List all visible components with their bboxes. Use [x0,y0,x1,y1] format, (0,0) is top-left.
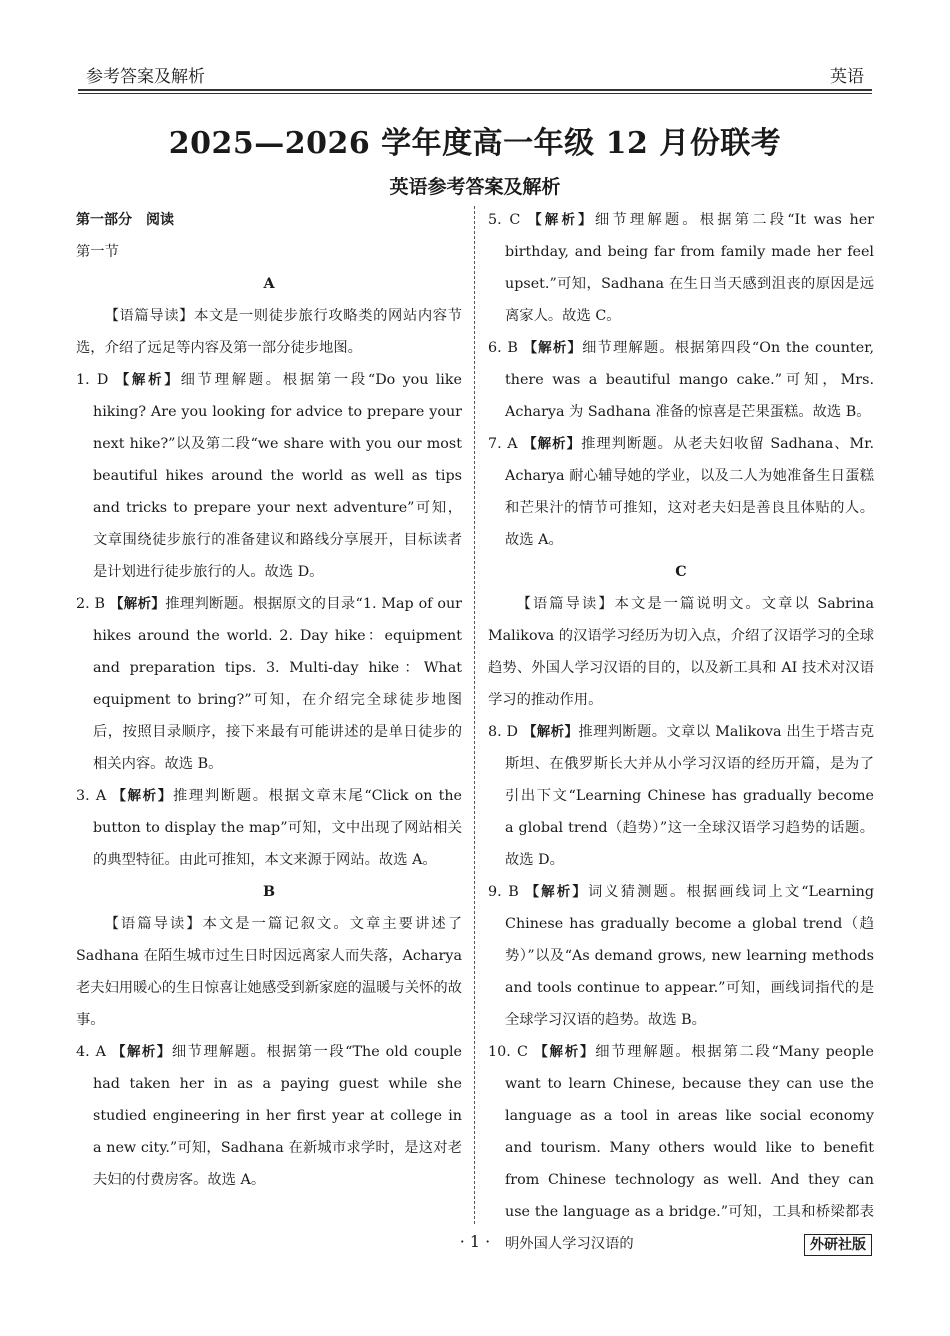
answer-item [488,204,874,332]
answer-number: 2. B [76,596,106,612]
page-number: · 1 · [459,1232,491,1251]
analysis-tag: 【解析】 [523,340,583,356]
answer-number: 10. C [488,1044,528,1060]
intro-tag: 【语篇导读】 [104,308,195,324]
intro-text: 本文是一篇说明文。文章以 Sabrina Malikova 的汉语学习经历为切入点，介绍了汉语学习的全球趋势、外国人学习汉语的目的，以及新工具和 AI 技术对汉语学习的推动作用。 [488,596,875,708]
publisher-badge: 外研社版 [804,1234,872,1256]
answer-item [76,1036,462,1196]
answer-number: 7. A [488,436,518,452]
passage-c-heading: C [675,564,687,580]
answer-number: 4. A [76,1044,106,1060]
answer-text: 细节理解题。根据第二段“Many people want to learn Chinese, because they can use the language as a tool in areas like social economy and tourism. Many others would like to benefit from Chinese technology as well. And they can use the language as a bridge.”可知，工具和桥梁都表明外国人学习汉语的 [505,1044,874,1252]
answer-text: 细节理解题。根据第四段“On the counter, there was a beautiful mango cake.”可知，Mrs. Acharya 为 Sadhana 准备的惊喜是芒果蛋糕。故选 B。 [505,340,874,420]
answer-text: 细节理解题。根据第一段“The old couple had taken her in as a paying guest while she studied engineering in her first year at college in a new city.”可知，Sadhana 在新城市求学时，是这对老夫妇的付费房客。故选 A。 [93,1044,463,1188]
analysis-tag: 【解析】 [522,724,579,740]
section-heading: 第一节 [76,244,119,260]
answer-text: 细节理解题。根据第二段“It was her birthday, and being far from family made her feel upset.”可知，Sadhana 在生日当天感到沮丧的原因是远离家人。故选 C。 [505,212,875,324]
passage-b-heading: B [262,884,276,900]
answer-item [488,428,874,556]
analysis-tag: 【解析】 [528,212,595,228]
header-rule-thin [78,93,872,94]
analysis-tag: 【解析】 [112,1044,172,1060]
answer-number: 9. B [488,884,519,900]
header-left: 参考答案及解析 [86,67,205,87]
answer-number: 3. A [76,788,107,804]
answer-item [76,364,462,588]
answer-text: 推理判断题。根据原文的目录“1. Map of our hikes around the world. 2. Day hike：equipment and preparation tips. 3. Multi-day hike：What equipment to bring?”可知，在介绍完全球徒步地图后，按照目录顺序，接下来最有可能讲述的是单日徒步的相关内容。故选 B。 [93,596,462,772]
header-rule [78,89,872,91]
right-column [488,204,874,1260]
passage-c-intro [488,588,874,716]
intro-tag: 【语篇导读】 [516,596,615,612]
answer-text: 细节理解题。根据第一段“Do you like hiking? Are you looking for advice to prepare your next hike?”以及第二段“we share with you our most beautiful hikes around the world as well as tips and tricks to prepare your next adventure”可知，文章围绕徒步旅行的准备建议和路线分享展开，目标读者是计划进行徒步旅行的人。故选 D。 [93,372,463,580]
analysis-tag: 【解析】 [109,596,166,612]
answer-item [488,716,874,876]
passage-b-intro [76,908,462,1036]
passage-a-intro [76,300,462,364]
answer-text: 推理判断题。从老夫妇收留 Sadhana、Mr. Acharya 耐心辅导她的学业，以及二人为她准备生日蛋糕和芒果汁的情节可推知，这对老夫妇是善良且体贴的人。故选 A。 [505,436,875,548]
header-right: 英语 [830,67,864,87]
answer-item [488,876,874,1036]
answer-item [76,588,462,780]
left-column [76,204,462,1196]
part-heading: 第一部分 阅读 [76,212,174,228]
analysis-tag: 【解析】 [115,372,181,388]
intro-tag: 【语篇导读】 [104,916,203,932]
answer-item [488,332,874,428]
answer-item [488,1036,874,1260]
answer-item [76,780,462,876]
answer-number: 8. D [488,724,519,740]
document-subtitle: 英语参考答案及解析 [389,176,561,198]
analysis-tag: 【解析】 [112,788,173,804]
page-header [78,58,872,88]
answer-text: 推理判断题。根据文章末尾“Click on the button to display the map”可知，文中出现了网站相关的典型特征。由此可推知，本文来源于网站。故选 A。 [93,788,463,868]
answer-number: 5. C [488,212,521,228]
analysis-tag: 【解析】 [523,436,582,452]
answer-text: 推理判断题。文章以 Malikova 出生于塔吉克斯坦、在俄罗斯长大并从小学习汉语的经历开篇，是为了引出下文“Learning Chinese has gradually become a global trend（趋势）”这一全球汉语学习趋势的话题。故选 D。 [505,724,874,868]
answer-number: 6. B [488,340,518,356]
passage-a-heading: A [263,276,275,292]
document-title: 2025—2026 学年度高一年级 12 月份联考 [168,126,782,161]
column-divider [474,206,475,1224]
analysis-tag: 【解析】 [534,1044,596,1060]
intro-text: 本文是一则徒步旅行攻略类的网站内容节选，介绍了远足等内容及第一部分徒步地图。 [76,308,463,356]
answer-text: 词义猜测题。根据画线词上文“Learning Chinese has gradually become a global trend（趋势）”以及“As demand grows, new learning methods and tools continue to appear.”可知，画线词指代的是全球学习汉语的趋势。故选 B。 [505,884,875,1028]
analysis-tag: 【解析】 [525,884,588,900]
answer-number: 1. D [76,372,109,388]
intro-text: 本文是一篇记叙文。文章主要讲述了 Sadhana 在陌生城市过生日时因远离家人而失落，Acharya 老夫妇用暖心的生日惊喜让她感受到新家庭的温暖与关怀的故事。 [76,916,463,1028]
